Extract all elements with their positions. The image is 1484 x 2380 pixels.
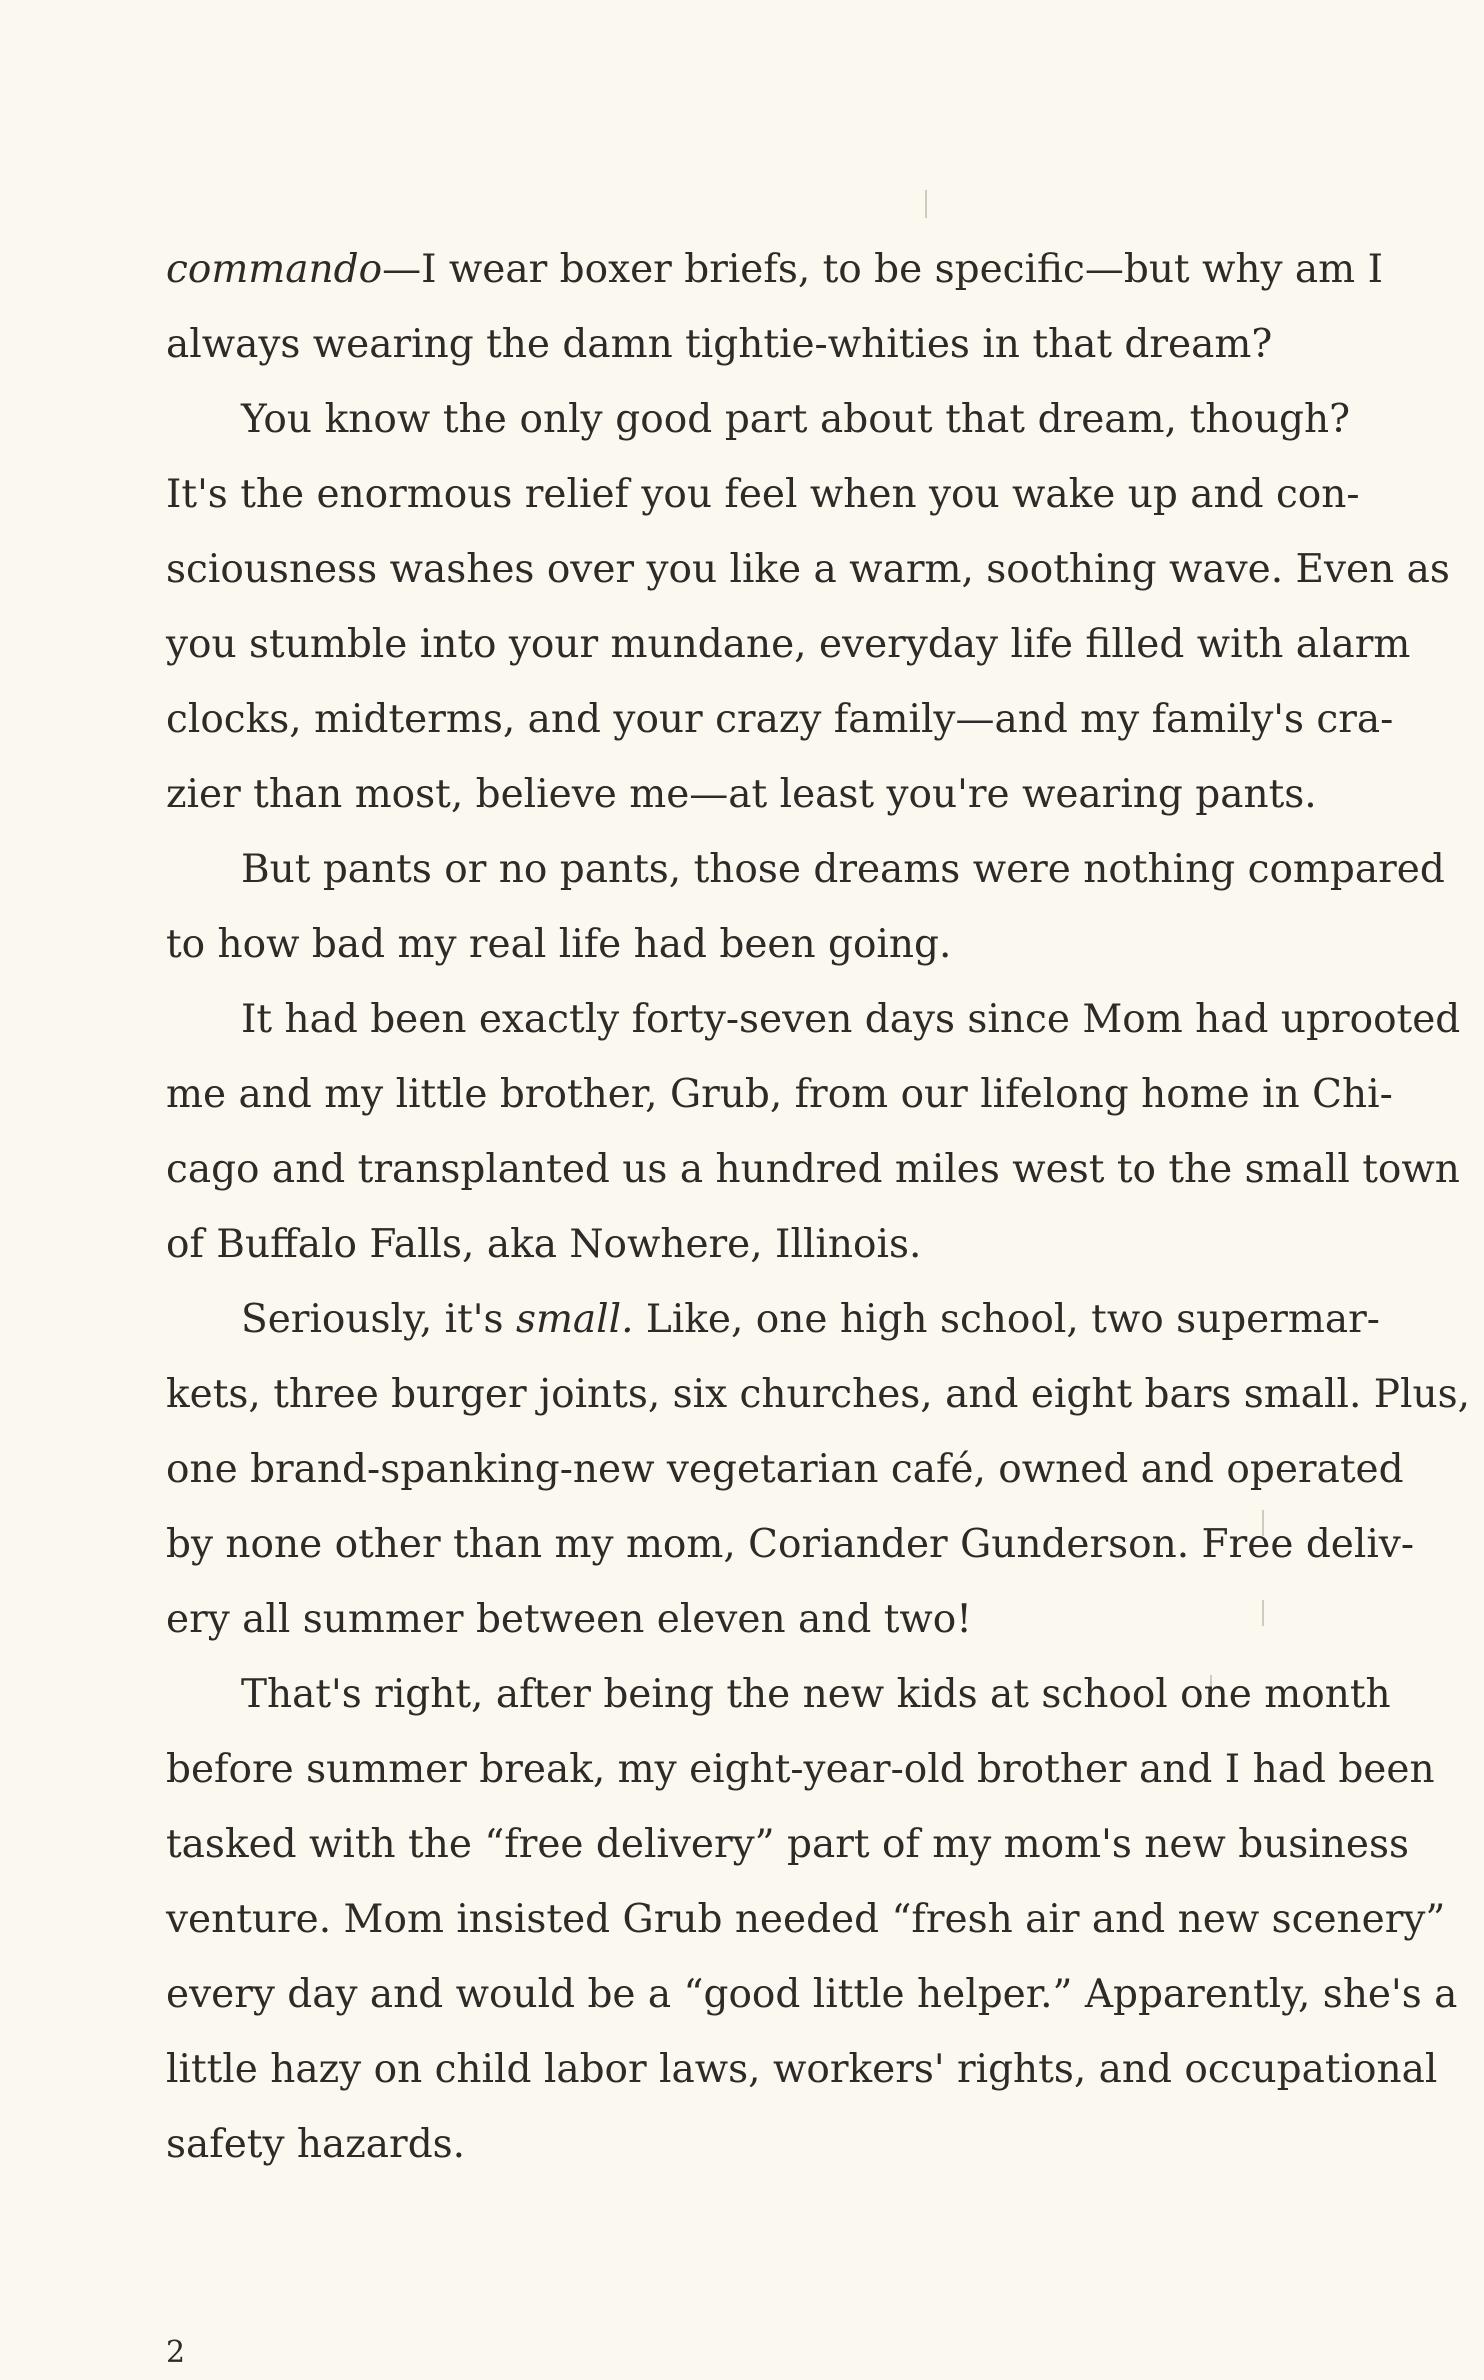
text-segment: every day and would be a “good little helper.” Apparently, she's a [166,1972,1458,2017]
text-segment: You know the only good part about that dream, though? [241,397,1350,442]
text-line [166,457,1360,532]
body-text [166,232,1471,2182]
text-segment: little hazy on child labor laws, workers' rights, and occupational [166,2047,1438,2092]
text-line [166,1882,1446,1957]
text-segment: —I wear boxer briefs, to be specific—but why am I [382,247,1383,292]
text-line [166,532,1450,607]
text-segment: But pants or no pants, those dreams were nothing compared [241,847,1445,892]
text-segment: you stumble into your mundane, everyday life filled with alarm [166,622,1411,667]
paper-speck [925,190,927,218]
text-line [166,2032,1438,2107]
text-line [166,232,1383,307]
text-segment: ery all summer between eleven and two! [166,1597,972,1642]
text-line [166,607,1411,682]
text-segment: tasked with the “free delivery” part of my mom's new business [166,1822,1410,1867]
text-line [166,832,1445,907]
text-line [166,382,1350,457]
text-segment: sciousness washes over you like a warm, soothing wave. Even as [166,547,1450,592]
text-segment: venture. Mom insisted Grub needed “fresh air and new scenery” [166,1897,1446,1942]
text-line [166,1057,1393,1132]
text-segment: before summer break, my eight-year-old brother and I had been [166,1747,1435,1792]
paragraph [166,1657,1458,2182]
text-segment: always wearing the damn tightie-whities in that dream? [166,322,1273,367]
text-line [166,1432,1404,1507]
text-segment: of Buffalo Falls, aka Nowhere, Illinois. [166,1222,922,1267]
italic-text: commando [166,247,383,292]
text-line [166,682,1394,757]
text-line [166,2107,1350,2182]
text-segment: It's the enormous relief you feel when you wake up and con- [166,472,1360,517]
text-segment: Like, one high school, two supermar- [633,1297,1380,1342]
text-line [166,757,1350,832]
text-segment: zier than most, believe me—at least you're wearing pants. [166,772,1317,817]
text-line [166,1957,1458,2032]
paragraph [166,232,1383,382]
text-line [166,307,1350,382]
paragraph [166,1282,1471,1657]
text-line [166,1732,1435,1807]
text-line [166,1207,1350,1282]
text-line [166,1582,1350,1657]
text-segment: It had been exactly forty-seven days since Mom had uprooted [241,997,1461,1042]
page-number: 2 [166,2335,186,2370]
text-line [166,1657,1391,1732]
text-segment: clocks, midterms, and your crazy family—and my family's cra- [166,697,1394,742]
paragraph [166,832,1445,982]
text-segment: to how bad my real life had been going. [166,922,952,967]
italic-text: small. [515,1297,634,1342]
text-segment: kets, three burger joints, six churches, and eight bars small. Plus, [166,1372,1471,1417]
text-segment: one brand-spanking-new vegetarian café, owned and operated [166,1447,1404,1492]
text-line [166,1507,1415,1582]
text-line [166,982,1461,1057]
text-line [166,1807,1410,1882]
text-segment: cago and transplanted us a hundred miles west to the small town [166,1147,1460,1192]
text-segment: safety hazards. [166,2122,466,2167]
text-segment: That's right, after being the new kids at school one month [241,1672,1391,1717]
text-segment: Seriously, it's [241,1297,516,1342]
paragraph [166,982,1461,1282]
text-line [166,1282,1380,1357]
text-line [166,1132,1460,1207]
text-line [166,907,1350,982]
text-line [166,1357,1471,1432]
paragraph [166,382,1450,832]
text-segment: me and my little brother, Grub, from our lifelong home in Chi- [166,1072,1393,1117]
text-segment: by none other than my mom, Coriander Gunderson. Free deliv- [166,1522,1415,1567]
